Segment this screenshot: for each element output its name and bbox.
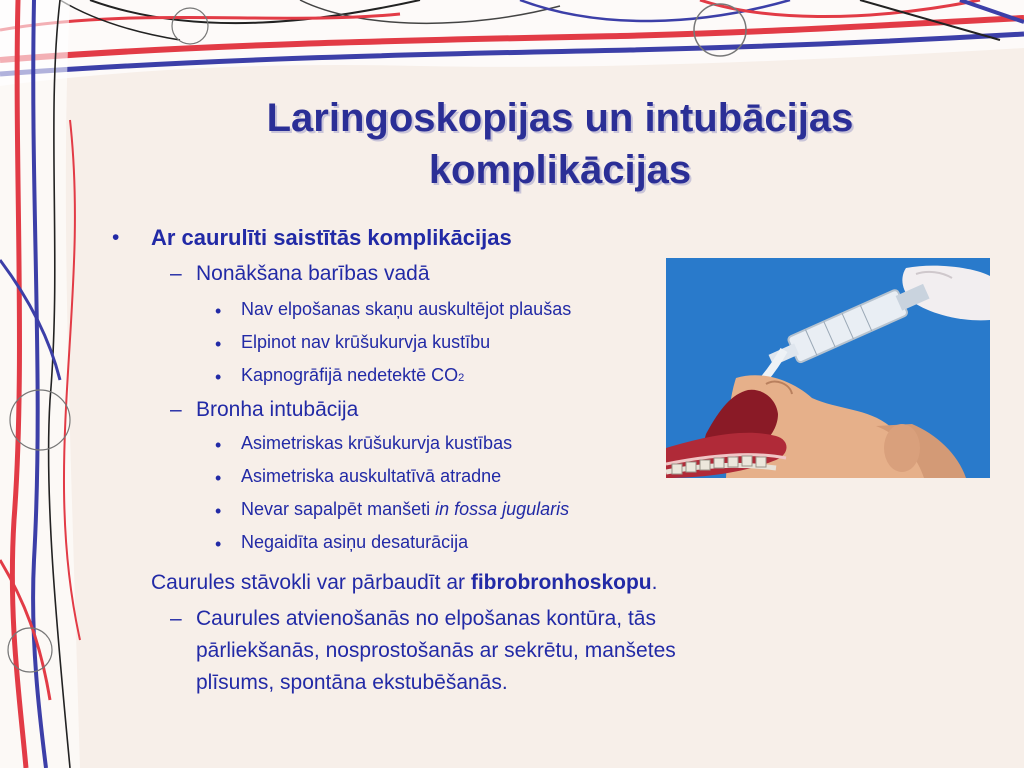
paragraph <box>151 571 657 595</box>
subsection-bronchial: Bronha intubācija <box>196 398 359 421</box>
bullet-marker: • <box>215 334 222 354</box>
list-item: Elpinot nav krūšukurvja kustību <box>241 332 491 352</box>
list-item: Asimetriska auskultatīvā atradne <box>241 466 502 486</box>
airway-illustration <box>666 258 990 478</box>
subsection-esophageal: Nonākšana barības vadā <box>196 262 430 285</box>
list-item-text: Nevar sapalpēt manšeti <box>241 499 436 519</box>
subsection-other-line-1: Caurules atvienošanās no elpošanas kontūra, tās <box>196 607 656 630</box>
subsection-other-line-3: plīsums, spontāna ekstubēšanās. <box>196 671 508 694</box>
italic-term: in fossa jugularis <box>435 499 570 519</box>
dash-marker: – <box>170 262 182 285</box>
list-item-text: Kapnogrāfijā nedetektē CO <box>241 365 459 385</box>
bullet-marker: • <box>215 435 222 455</box>
bullet-marker: • <box>112 226 120 249</box>
list-item <box>241 365 464 386</box>
bullet-marker: • <box>215 534 222 554</box>
paragraph-end: . <box>651 571 658 594</box>
bullet-marker: • <box>215 501 222 521</box>
paragraph-text: Caurules stāvokli var pārbaudīt ar <box>151 571 471 594</box>
list-item: Nav elpošanas skaņu auskultējot plaušas <box>241 299 572 319</box>
title-line-2: komplikācijas <box>428 148 692 192</box>
list-item: Negaidīta asiņu desaturācija <box>241 532 469 552</box>
dash-marker: – <box>170 398 182 421</box>
list-item <box>241 499 569 520</box>
bullet-marker: • <box>215 301 222 321</box>
paragraph-bold: fibrobronhoskopu <box>470 571 652 594</box>
subsection-other-line-2: pārliekšanās, nosprostošanās ar sekrētu, manšetes <box>196 639 676 662</box>
section-heading: Ar caurulīti saistītās komplikācijas <box>151 225 512 250</box>
bullet-marker: • <box>215 367 222 387</box>
co2-subscript: 2 <box>458 372 465 384</box>
dash-marker: – <box>170 607 182 630</box>
list-item: Asimetriskas krūšukurvja kustības <box>241 433 513 453</box>
bullet-marker: • <box>215 468 222 488</box>
title-line-1: Laringoskopijas un intubācijas <box>266 96 854 140</box>
